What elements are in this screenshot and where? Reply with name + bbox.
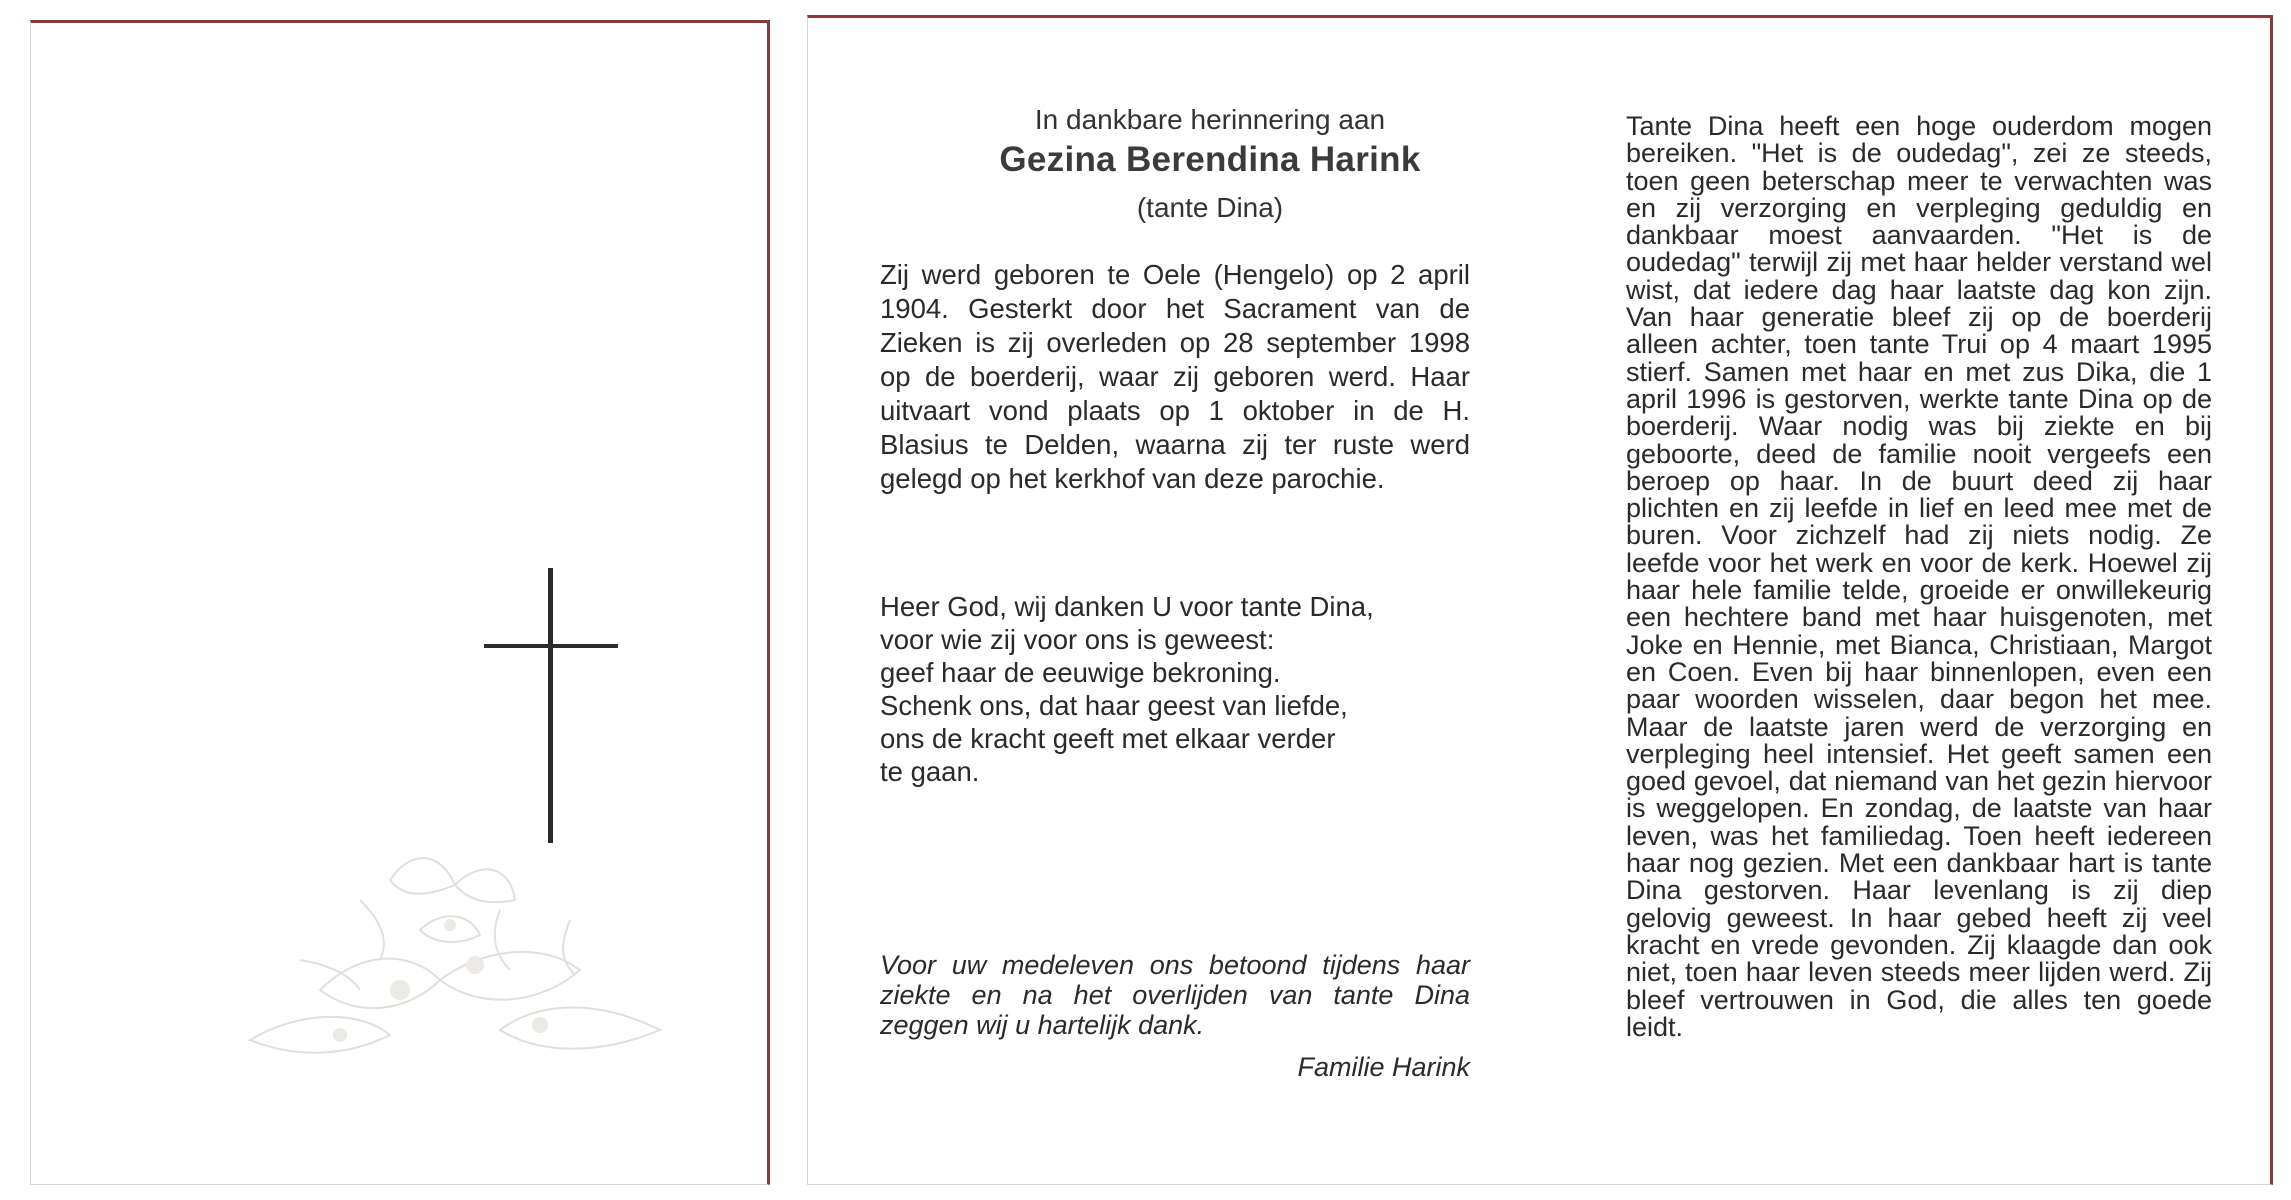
cross-icon (548, 568, 553, 843)
prayer-line: Schenk ons, dat haar geest van liefde, (880, 690, 1348, 721)
family-signature: Familie Harink (1297, 1052, 1470, 1082)
prayer-line: ons de kracht geeft met elkaar verder (880, 723, 1336, 754)
prayer-line: te gaan. (880, 756, 980, 787)
prayer-line: geef haar de eeuwige bekroning. (880, 657, 1281, 688)
deceased-name: Gezina Berendina Harink (999, 140, 1421, 179)
prayer-line: voor wie zij voor ons is geweest: (880, 624, 1275, 655)
prayer-line: Heer God, wij danken U voor tante Dina, (880, 591, 1374, 622)
thank-you-note: Voor uw medeleven ons betoond tijdens haar ziekte en na het overlijden van tante Dina zeggen wij u hartelijk dank. (880, 950, 1470, 1040)
prayer (880, 590, 1480, 788)
flower-ornament-icon (240, 840, 690, 1080)
biography-intro-text: Zij werd geboren te Oele (Hengelo) op 2 april 1904. Gesterkt door het Sacrament van de Zieken is zij overleden op 28 september 1998 op de boerderij, waar zij geboren werd. Haar uitvaart vond plaats op 1 oktober in de H. Blasius te Delden, waarna zij ter ruste werd gelegd op het kerkhof van deze parochie. (880, 259, 1470, 494)
cross-icon-bar (484, 644, 618, 648)
life-story: Tante Dina heeft een hoge ouderdom mogen bereiken. "Het is de oudedag", zei ze steeds, toen geen beterschap meer te verwachten was en zij verzorging en verpleging geduldig en dankbaar moest aanvaarden. "Het is de oudedag" terwijl zij met haar helder verstand wel wist, dat iedere dag haar laatste dag kon zijn. Van haar generatie bleef zij op de boerderij alleen achter, toen tante Trui op 4 maart 1995 stierf. Samen met haar en met zus Dika, die 1 april 1996 is gestorven, werkte tante Dina op de boerderij. Waar nodig was bij ziekte en bij geboorte, deed de familie nooit vergeefs een beroep op haar. In de buurt deed zij haar plichten en zij leefde in lief en leed mee met de buren. Voor zichzelf had zij niets nodig. Ze leefde voor het werk en voor de kerk. Hoewel zij haar hele familie telde, groeide er onwillekeurig een hechtere band met haar huisgenoten, met Joke en Hennie, met Bianca, Christiaan, Margot en Coen. Even bij haar binnenlopen, even een paar woorden wisselen, daar begon het mee. Maar de laatste jaren werd de verzorging en verpleging heel intensief. Het geeft samen een goed gevoel, dat niemand van het gezin hiervoor is weggelopen. En zondag, de laatste van haar leven, was het familiedag. Toen heeft iedereen haar nog gezien. Met een dankbaar hart is tante Dina gestorven. Haar levenlang is zij diep gelovig geweest. In haar gebed heeft zij veel kracht en vrede gevonden. Zij klaagde dan ook niet, toen haar leven steeds meer lijden werd. Zij bleef vertrouwen in God, die alles ten goede leidt. (1626, 111, 2212, 1042)
memorial-heading: In dankbare herinnering aan (1034, 104, 1386, 135)
biography-intro (880, 258, 1470, 496)
nickname: (tante Dina) (1136, 192, 1284, 223)
